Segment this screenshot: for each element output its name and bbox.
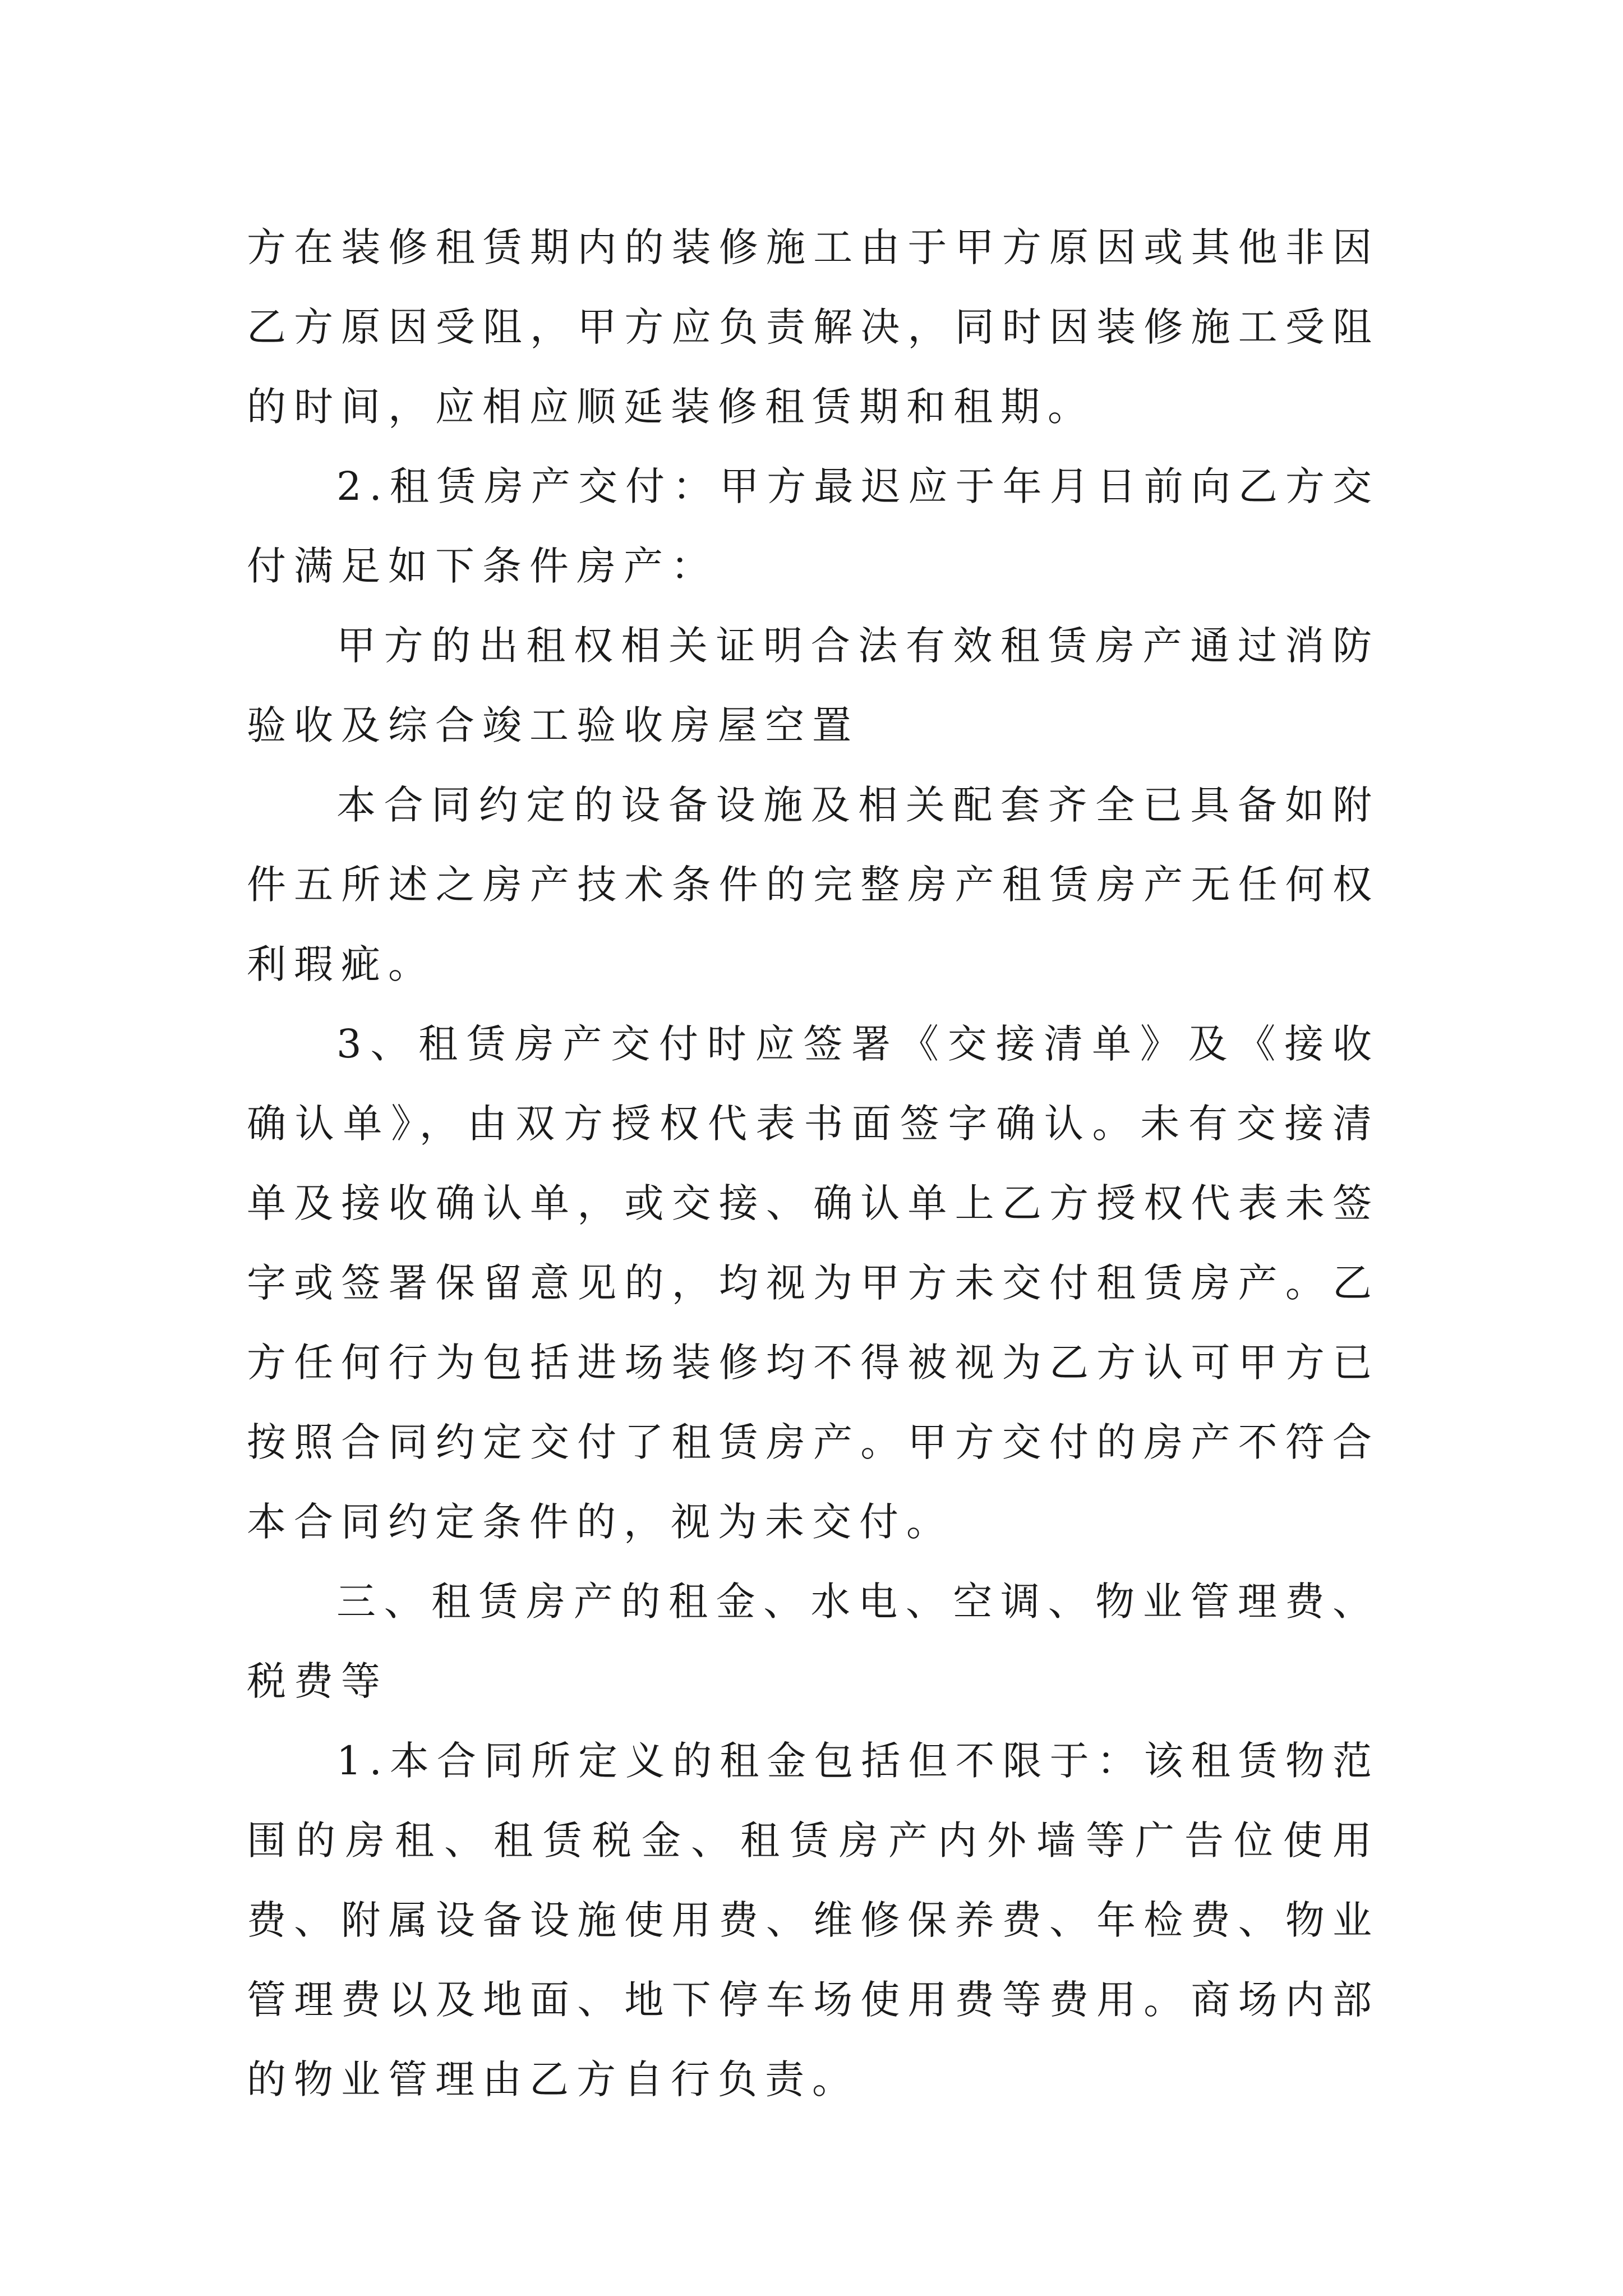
paragraph-delivery-condition-2: 本合同约定的设备设施及相关配套齐全已具备如附件五所述之房产技术条件的完整房产租赁房产无任何权利瑕疵。 — [247, 782, 1380, 987]
section-heading-rent-fees: 三、租赁房产的租金、水电、空调、物业管理费、税费等 — [247, 1579, 1380, 1704]
paragraph-rent-definition: 1.本合同所定义的租金包括但不限于：该租赁物范围的房租、租赁税金、租赁房产内外墙等广告位使用费、附属设备设施使用费、维修保养费、年检费、物业管理费以及地面、地下停车场使用费等费用。商场内部的物业管理由乙方自行负责。 — [247, 1738, 1380, 2102]
paragraph-continuation: 方在装修租赁期内的装修施工由于甲方原因或其他非因乙方原因受阻，甲方应负责解决，同时因装修施工受阻的时间，应相应顺延装修租赁期和租期。 — [247, 224, 1380, 430]
paragraph-delivery-clause: 2.租赁房产交付：甲方最迟应于年月日前向乙方交付满足如下条件房产： — [247, 463, 1380, 589]
paragraph-delivery-condition-1: 甲方的出租权相关证明合法有效租赁房产通过消防验收及综合竣工验收房屋空置 — [247, 623, 1380, 748]
paragraph-handover-clause: 3、租赁房产交付时应签署《交接清单》及《接收确认单》，由双方授权代表书面签字确认。未有交接清单及接收确认单，或交接、确认单上乙方授权代表未签字或签署保留意见的，均视为甲方未交付租赁房产。乙方任何行为包括进场装修均不得被视为乙方认可甲方已按照合同约定交付了租赁房产。甲方交付的房产不符合本合同约定条件的，视为未交付。 — [247, 1021, 1380, 1545]
document-body — [247, 208, 1380, 2119]
